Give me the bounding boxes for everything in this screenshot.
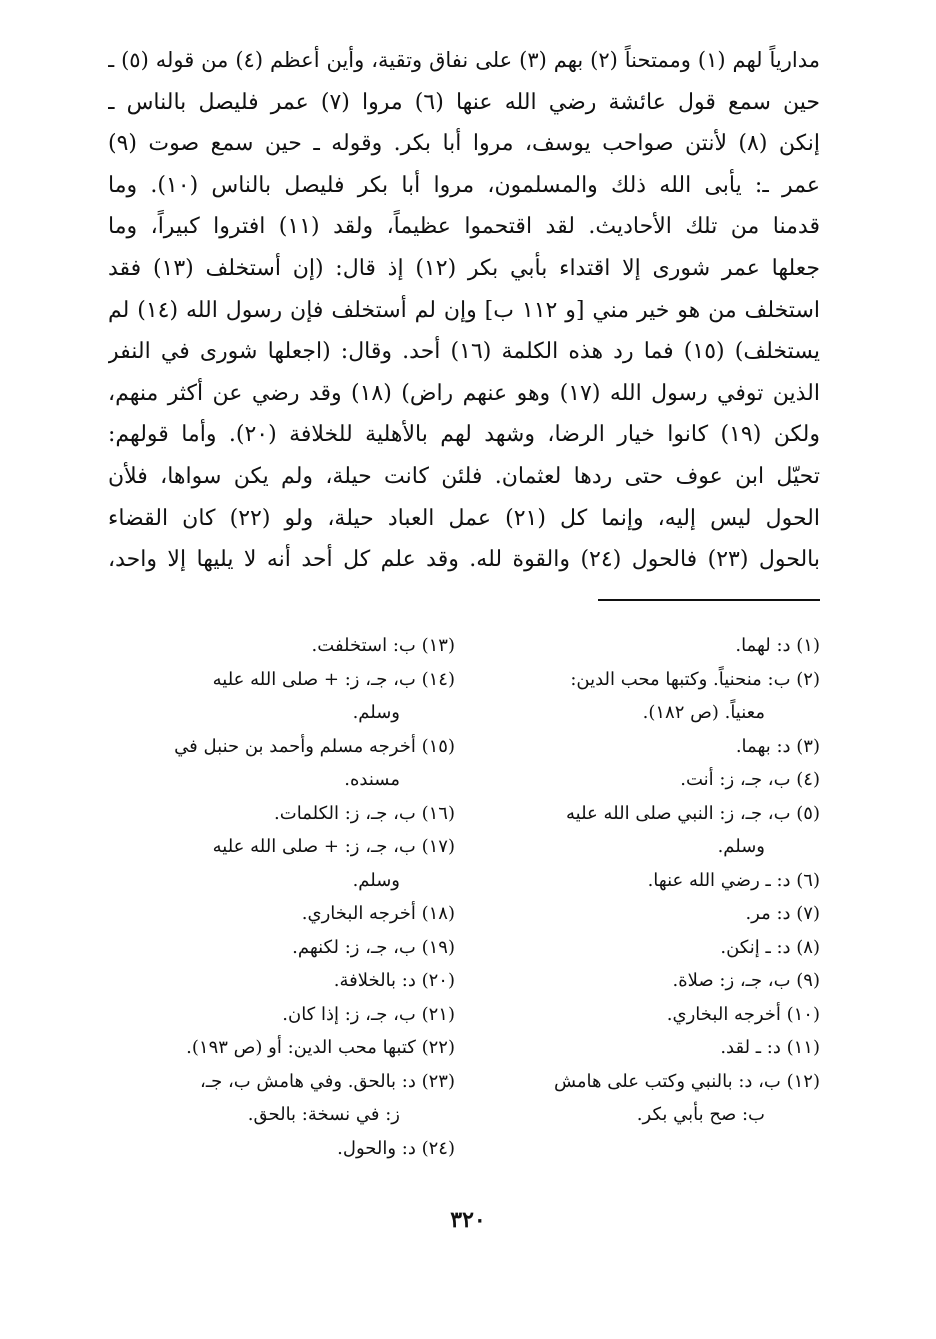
page-number: ٣٢٠ <box>450 1207 486 1233</box>
footnote: (١١) د: ـ لقد. <box>720 1037 820 1058</box>
text-line: استخلف من هو خير مني [و ١١٢ ب] وإن لم أستخلف فإن رسول الله (١٤) لم <box>108 297 820 323</box>
footnote: (١٧) ب، جـ، ز: + صلى الله عليه <box>212 836 455 857</box>
text-line: بالحول (٢٣) فالحول (٢٤) والقوة لله. وقد علم كل أحد أنه لا يليها إلا واحد، <box>108 547 820 573</box>
footnote: (١) د: لهما. <box>735 635 820 656</box>
footnote: (٢) ب: منحنياً. وكتبها محب الدين: <box>570 668 820 690</box>
footnote: (٢٠) د: بالخلافة. <box>333 970 455 991</box>
text-line: يستخلف) (١٥) فما رد هذه الكلمة (١٦) أحد. وقال: (اجعلها شورى في النفر <box>108 339 820 365</box>
footnote: (٣) د: بهما. <box>735 735 820 757</box>
footnote: (٢٣) د: بالحق. وفي هامش ب، جـ، <box>200 1070 455 1092</box>
footnote-continuation: ز: في نسخة: بالحق. <box>247 1104 400 1125</box>
text-line: جعلها عمر شورى إلا اقتداء بأبي بكر (١٢) إذ قال: (إن أستخلف (١٣) فقد <box>108 255 820 281</box>
text-line: تحيّل ابن عوف حتى ردها لعثمان. فلئن كانت حيلة، ولم يكن سواها، فلأن <box>108 463 820 489</box>
text-line: عمر ـ: يأبى الله ذلك والمسلمون، مروا أبا بكر فليصل بالناس (١٠). وما <box>108 172 820 198</box>
text-line: حين سمع قول عائشة رضي الله عنها (٦) مروا (٧) عمر فليصل بالناس ـ <box>108 89 820 115</box>
main-text-block <box>108 40 820 581</box>
footnote: (٢١) ب، جـ، ز: إذا كان. <box>282 1003 455 1025</box>
footnote-continuation: مسنده. <box>344 769 400 790</box>
footnote-continuation: وسلم. <box>717 836 765 857</box>
footnotes-left-column <box>100 629 455 1165</box>
text-line: ولكن (١٩) كانوا خيار الرضا، وشهد لهم بالأهلية للخلافة (٢٠). وأما قولهم: <box>108 422 820 448</box>
footnote: (١٥) أخرجه مسلم وأحمد بن حنبل في <box>174 735 455 757</box>
text-line: إنكن (٨) لأنتن صواحب يوسف، مروا أبا بكر. وقوله ـ حين سمع صوت (٩) <box>108 131 820 157</box>
footnote: (١٩) ب، جـ، ز: لكنهم. <box>292 936 455 958</box>
footnote: (١٦) ب، جـ، ز: الكلمات. <box>274 802 455 824</box>
text-line: قدمنا من تلك الأحاديث. لقد اقتحموا عظيماً، ولقد (١١) افتروا كبيراً، وما <box>108 214 820 240</box>
text-line: الذين توفي رسول الله (١٧) وهو عنهم راض) (١٨) وقد رضي عن أكثر منهم، <box>108 380 820 406</box>
footnote: (٧) د: مر. <box>745 903 820 924</box>
footnote: (٨) د: ـ إنكن. <box>720 936 820 958</box>
footnote: (٤) ب، جـ، ز: أنت. <box>680 769 820 790</box>
footnote: (٦) د: ـ رضي الله عنها. <box>647 869 820 891</box>
text-line: مدارياً لهم (١) وممتحناً (٢) بهم (٣) على نفاق وتقية، وأين أعظم (٤) من قوله (٥) ـ <box>108 48 820 72</box>
footnote: (١٠) أخرجه البخاري. <box>666 1003 820 1025</box>
footnote: (٢٤) د: والحول. <box>337 1137 455 1159</box>
footnote: (١٤) ب، جـ، ز: + صلى الله عليه <box>212 668 455 690</box>
footnote: (١٣) ب: استخلفت. <box>311 635 455 656</box>
footnote-continuation: وسلم. <box>352 702 400 723</box>
footnote: (٢٢) كتبها محب الدين: أو (ص ١٩٣). <box>186 1037 455 1058</box>
text-line: الحول ليس إليه، وإنما كل (٢١) عمل العباد حيلة، ولو (٢٢) كان القضاء <box>108 505 820 531</box>
footnote-continuation: معنياً. (ص ١٨٢). <box>642 702 765 723</box>
footnote-separator <box>598 599 820 601</box>
footnote-continuation: وسلم. <box>352 869 400 891</box>
footnote: (٩) ب، جـ، ز: صلاة. <box>672 970 820 991</box>
footnote: (١٢) ب، د: بالنبي وكتب على هامش <box>553 1070 820 1092</box>
footnotes-right-column <box>465 629 820 1132</box>
footnote: (٥) ب، جـ، ز: النبي صلى الله عليه <box>566 802 820 824</box>
footnote: (١٨) أخرجه البخاري. <box>301 903 455 924</box>
footnote-continuation: ب: صح بأبي بكر. <box>636 1104 765 1125</box>
